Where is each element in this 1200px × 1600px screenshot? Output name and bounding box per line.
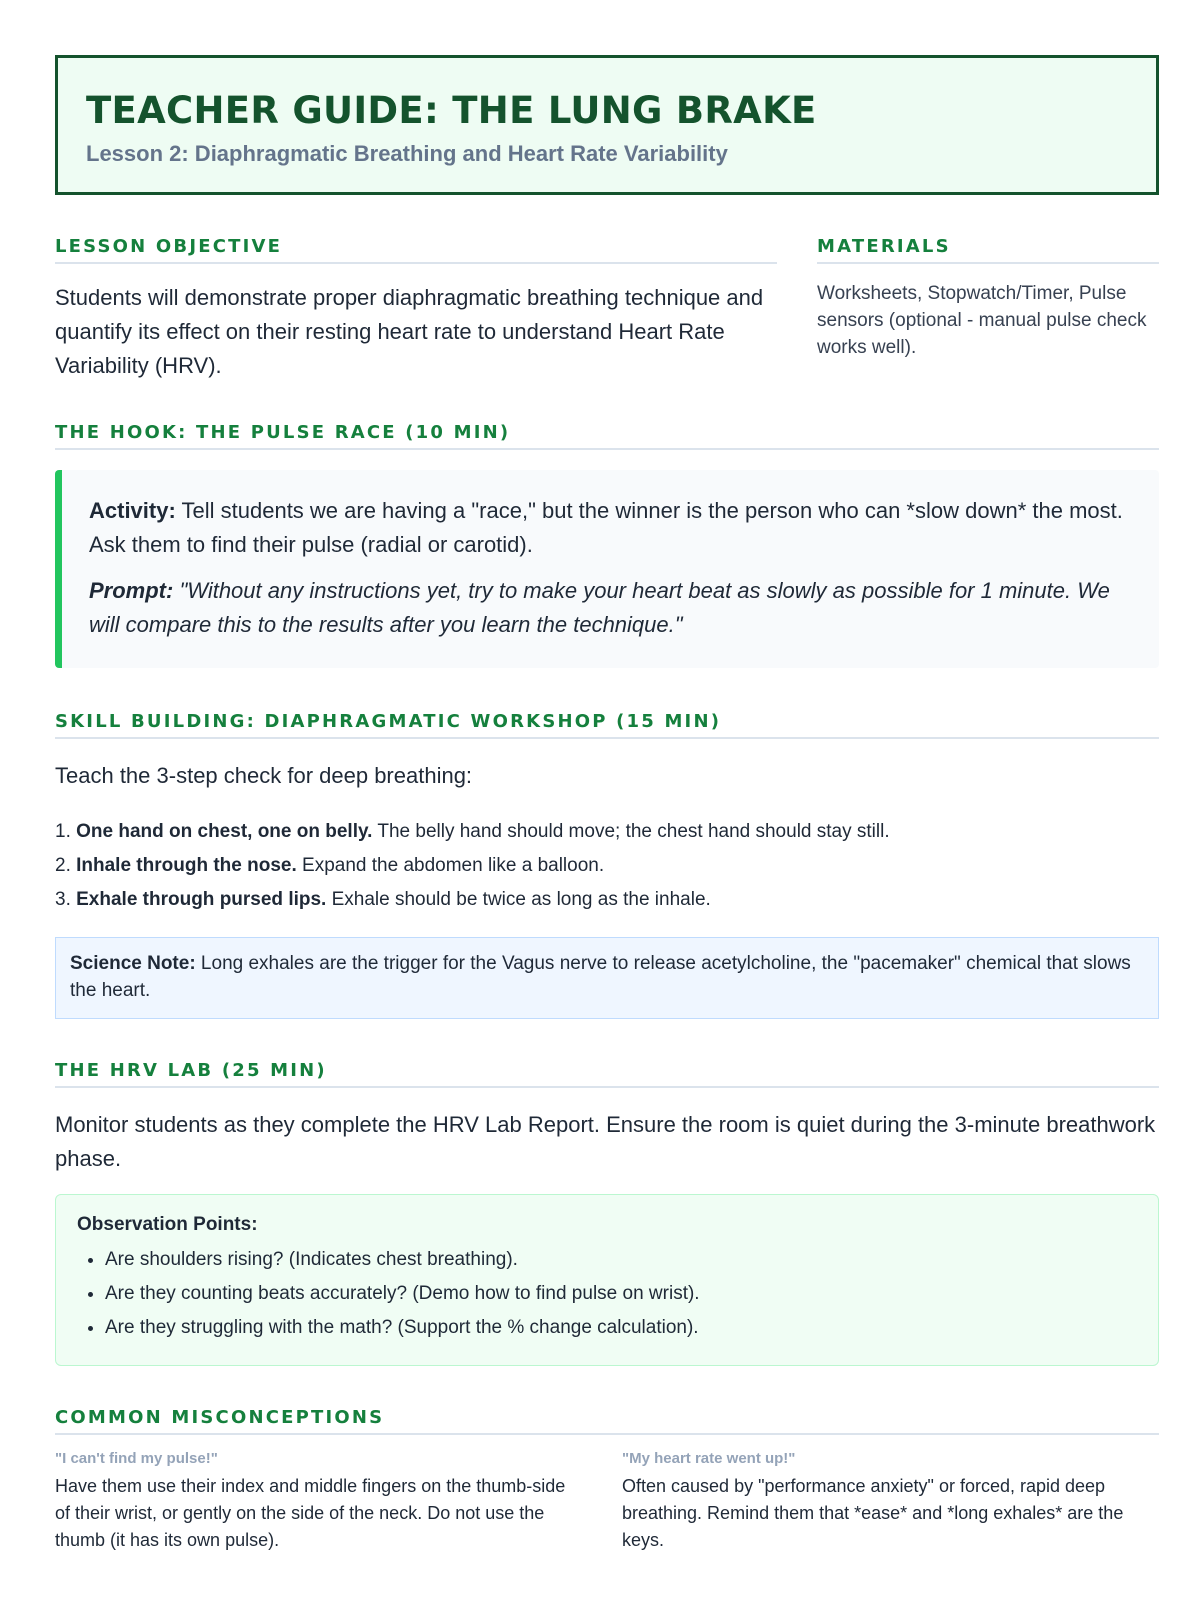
activity-paragraph (89, 494, 1129, 562)
science-note-text: Long exhales are the trigger for the Vagus nerve to release acetylcholine, the "pacemaker" chemical that slows the heart. (70, 953, 1131, 1001)
lesson-objective-section (55, 235, 777, 383)
prompt-label: Prompt: (89, 578, 174, 603)
step-title: One hand on chest, one on belly. (76, 821, 373, 842)
materials-section (817, 235, 1159, 383)
step-text: Exhale should be twice as long as the inhale. (326, 889, 711, 910)
list-item (55, 849, 1159, 883)
misconception-response: Have them use their index and middle fingers on the thumb-side of their wrist, or gently on the side of the neck. Do not use the thumb (it has its own pulse). (55, 1476, 566, 1550)
list-item: • Are they struggling with the math? (Support the % change calculation). (105, 1311, 1138, 1345)
list-item: • Are they counting beats accurately? (Demo how to find pulse on wrist). (105, 1277, 1138, 1311)
skill-building-heading: SKILL BUILDING: DIAPHRAGMATIC WORKSHOP (15 MIN) (55, 710, 1159, 739)
prompt-paragraph (89, 574, 1129, 642)
prompt-text: "Without any instructions yet, try to make your heart beat as slowly as possible for 1 minute. We will compare this to the results after you learn the technique." (89, 578, 1110, 637)
misconception-quote: "My heart rate went up!" (622, 1450, 796, 1467)
misconceptions-heading: COMMON MISCONCEPTIONS (55, 1406, 1159, 1435)
activity-label: Activity: (89, 498, 176, 523)
misconceptions-section (55, 1406, 1159, 1554)
misconceptions-row (55, 1449, 1159, 1554)
lesson-objective-heading: LESSON OBJECTIVE (55, 235, 777, 264)
guide-header (55, 55, 1159, 195)
step-text: The belly hand should move; the chest hand should stay still. (372, 821, 890, 842)
science-note-box (55, 937, 1159, 1019)
hrv-lab-text: Monitor students as they complete the HRV Lab Report. Ensure the room is quiet during the 3-minute breathwork phase. (55, 1112, 1156, 1171)
hook-section (55, 421, 1159, 668)
page-subtitle: Lesson 2: Diaphragmatic Breathing and Heart Rate Variability (86, 141, 728, 166)
list-item (55, 883, 1159, 917)
misconception-response: Often caused by "performance anxiety" or forced, rapid deep breathing. Remind them that *ease* and *long exhales* are the keys. (622, 1476, 1124, 1550)
hook-heading: THE HOOK: THE PULSE RACE (10 MIN) (55, 421, 1159, 450)
misconception-item (622, 1449, 1159, 1554)
observation-list (77, 1243, 1138, 1345)
skill-intro-text: Teach the 3-step check for deep breathing: (55, 763, 473, 788)
list-item (55, 815, 1159, 849)
step-number: 2. (55, 855, 77, 876)
step-number: 1. (55, 821, 77, 842)
step-number: 3. (55, 889, 77, 910)
misconception-quote: "I can't find my pulse!" (55, 1450, 218, 1467)
hrv-lab-heading: THE HRV LAB (25 MIN) (55, 1059, 1159, 1088)
objective-materials-row (55, 235, 1159, 383)
observation-title: Observation Points: (77, 1214, 258, 1235)
skill-building-section (55, 710, 1159, 1019)
hook-activity-box (55, 470, 1159, 668)
lesson-objective-text: Students will demonstrate proper diaphragmatic breathing technique and quantify its effect on their resting heart rate to understand Heart Rate Variability (HRV). (55, 285, 764, 378)
materials-heading: MATERIALS (817, 235, 1159, 264)
step-text: Expand the abdomen like a balloon. (296, 855, 605, 876)
materials-text: Worksheets, Stopwatch/Timer, Pulse sensors (optional - manual pulse check works well). (817, 283, 1147, 358)
list-item: • Are shoulders rising? (Indicates chest breathing). (105, 1243, 1138, 1277)
activity-text: Tell students we are having a "race," but the winner is the person who can *slow down* the most. Ask them to find their pulse (radial or carotid). (89, 498, 1123, 557)
step-title: Inhale through the nose. (76, 855, 297, 876)
misconception-item (55, 1449, 582, 1554)
step-title: Exhale through pursed lips. (76, 889, 327, 910)
teacher-guide-page (55, 55, 1159, 1554)
hrv-lab-section (55, 1059, 1159, 1366)
observation-points-box (55, 1194, 1159, 1366)
breathing-steps-list (55, 815, 1159, 917)
page-title: TEACHER GUIDE: THE LUNG BRAKE (86, 89, 817, 132)
science-note-label: Science Note: (70, 953, 196, 974)
